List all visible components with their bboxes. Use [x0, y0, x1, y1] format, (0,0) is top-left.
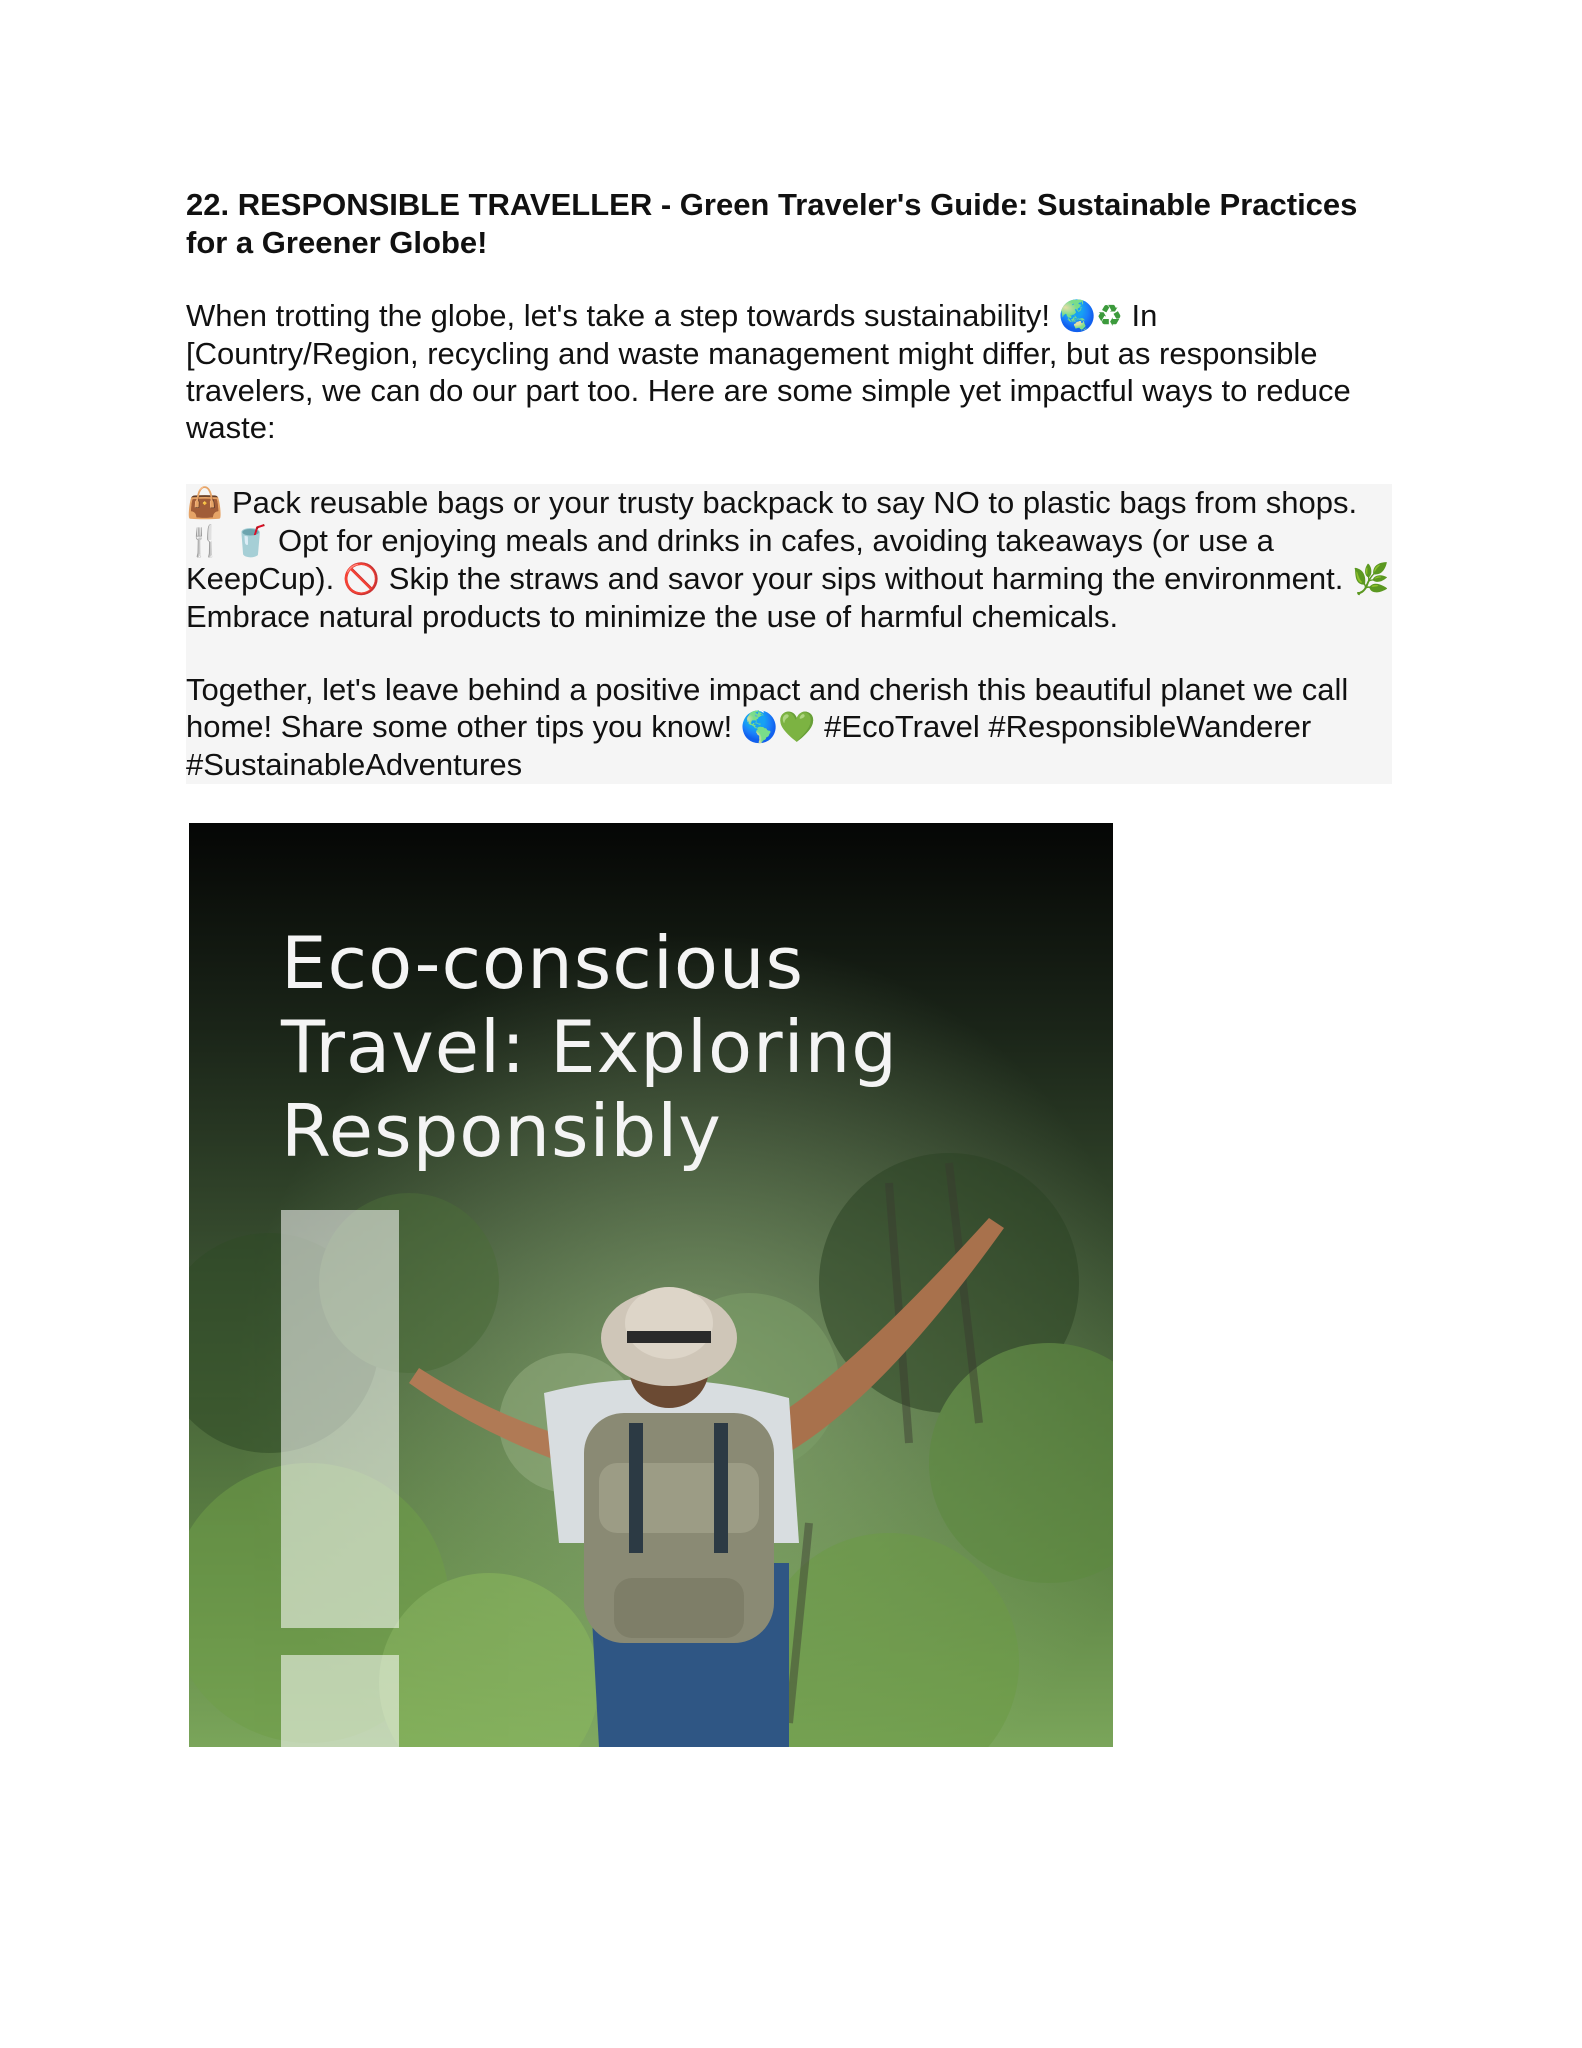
hashtags: #EcoTravel #ResponsibleWanderer #SustainableAdventures — [186, 709, 1312, 782]
cup-icon: 🥤 — [231, 524, 270, 559]
handbag-icon: 👜 — [186, 486, 224, 521]
closing-text: Together, let's leave behind a positive impact and cherish this beautiful planet we call home! Share some other tips you know! — [186, 672, 1349, 744]
image-title-line2: Travel: Exploring — [281, 1005, 898, 1089]
tip-straws: Skip the straws and savor your sips without harming the environment. — [380, 561, 1352, 596]
post-heading: 22. RESPONSIBLE TRAVELLER - Green Traveler's Guide: Sustainable Practices for a Greener Globe! — [186, 187, 1358, 260]
herb-leaf-icon: 🌿 — [1351, 562, 1390, 597]
intro-paragraph — [186, 297, 1396, 446]
tip-natural-products: Embrace natural products to minimize the use of harmful chemicals. — [186, 599, 1119, 634]
eco-travel-image — [189, 823, 1113, 1747]
globe-americas-icon: 🌎 — [740, 710, 779, 745]
tip-cafes: Opt for enjoying meals and drinks in cafes, avoiding takeaways (or use a KeepCup). — [186, 523, 1274, 596]
intro-text-start: When trotting the globe, let's take a step towards sustainability! — [186, 298, 1059, 333]
closing-paragraph — [186, 671, 1396, 783]
intro-text-end: In [Country/Region, recycling and waste management might differ, but as responsible travelers, we can do our part too. Here are some simple yet impactful ways to reduce waste: — [186, 298, 1351, 445]
green-heart-icon: 💚 — [778, 710, 816, 745]
globe-icon: 🌏 — [1058, 299, 1097, 334]
tips-paragraph — [186, 484, 1396, 635]
prohibited-icon: 🚫 — [342, 562, 381, 597]
recycle-icon: ♻ — [1096, 299, 1123, 334]
decorative-bar-top — [281, 1210, 399, 1628]
image-title — [281, 921, 1061, 1173]
fork-knife-icon: 🍴 — [186, 524, 224, 559]
image-title-line1: Eco-conscious — [281, 921, 805, 1005]
image-title-line3: Responsibly — [281, 1089, 722, 1173]
decorative-bar-bottom — [281, 1655, 399, 1747]
tip-reusable-bags: Pack reusable bags or your trusty backpack to say NO to plastic bags from shops. — [223, 485, 1358, 520]
